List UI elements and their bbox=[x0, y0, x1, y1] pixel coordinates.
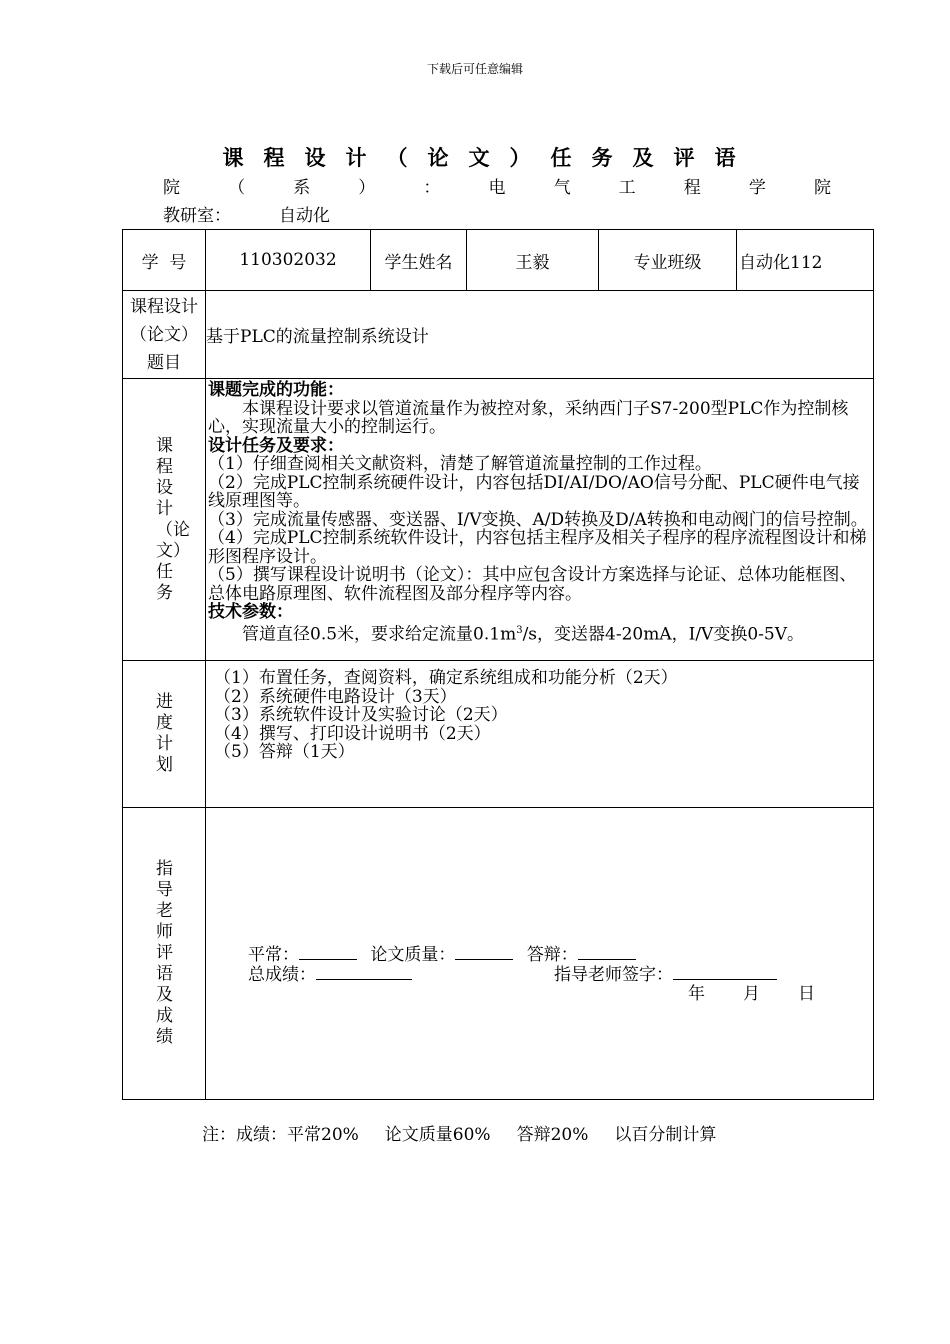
defense-blank[interactable] bbox=[578, 945, 636, 960]
topic-label-line: 课程设计 bbox=[130, 296, 198, 317]
plan-item: （1）布置任务，查阅资料，确定系统组成和功能分析（2天） bbox=[214, 668, 678, 688]
params-sup: 3 bbox=[516, 624, 523, 636]
student-name-value: 王毅 bbox=[467, 230, 599, 291]
quality-label: 论文质量： bbox=[370, 945, 456, 965]
plan-item: （3）系统软件设计及实验讨论（2天） bbox=[214, 705, 508, 725]
office-row bbox=[163, 201, 330, 226]
office-value: 自动化 bbox=[279, 206, 330, 226]
footer-quality: 论文质量60% bbox=[384, 1125, 491, 1145]
topic-label bbox=[123, 291, 206, 379]
requirement-item: （4）完成PLC控制系统软件设计，内容包括主程序及相关子程序的程序流程图设计和梯形图程序设计。 bbox=[208, 528, 867, 567]
topic-label-line: 题目 bbox=[147, 352, 181, 373]
department-char: 院 bbox=[813, 178, 831, 198]
signature-blank[interactable] bbox=[673, 965, 777, 980]
student-id-label: 学 号 bbox=[123, 230, 206, 291]
requirement-item: （1）仔细查阅相关文献资料，清楚了解管道流量控制的工作过程。 bbox=[208, 454, 712, 474]
page-title: 课程设计（论文）任务及评语 bbox=[222, 145, 756, 170]
class-value: 自动化112 bbox=[737, 230, 874, 291]
department-char: 程 bbox=[683, 178, 701, 198]
total-label: 总成绩： bbox=[248, 965, 316, 985]
date-day: 日 bbox=[798, 984, 815, 1004]
department-char: （ bbox=[228, 178, 246, 198]
evaluation-label-cell bbox=[123, 808, 206, 1100]
footer-prefix: 注：成绩：平常20% bbox=[202, 1125, 359, 1145]
plan-item: （5）答辩（1天） bbox=[214, 742, 355, 762]
footer-note bbox=[202, 1120, 716, 1145]
evaluation-content bbox=[206, 808, 874, 1100]
student-name-label: 学生姓名 bbox=[371, 230, 467, 291]
score-line-2 bbox=[248, 960, 412, 985]
defense-label: 答辩： bbox=[526, 945, 578, 965]
department-row bbox=[163, 173, 831, 198]
department-char: 院 bbox=[163, 178, 180, 198]
function-text: 本课程设计要求以管道流量作为被控对象，采纳西门子S7-200型PLC作为控制核心，实现流量大小的控制运行。 bbox=[208, 398, 849, 437]
date-line bbox=[688, 979, 815, 1004]
task-row bbox=[123, 379, 874, 661]
department-char: ： bbox=[423, 178, 441, 198]
plan-label: 进度计划 bbox=[156, 692, 173, 775]
department-char: 系 bbox=[293, 178, 311, 198]
plan-content bbox=[206, 661, 874, 808]
task-content bbox=[206, 379, 874, 661]
department-char: 电 bbox=[488, 178, 506, 198]
requirement-item: （2）完成PLC控制系统硬件设计，内容包括DI/AI/DO/AO信号分配、PLC硬件电气接线原理图等。 bbox=[208, 472, 860, 511]
params-text-pre: 管道直径0.5米，要求给定流量0.1m bbox=[242, 624, 517, 645]
topic-value: 基于PLC的流量控制系统设计 bbox=[206, 291, 874, 379]
task-form-table bbox=[122, 229, 874, 1100]
requirement-item: （5）撰写课程设计说明书（论文）：其中应包含设计方案选择与论证、总体功能框图、总体电路原理图、软件流程图及部分程序等内容。 bbox=[208, 565, 857, 604]
department-char: ） bbox=[358, 178, 376, 198]
footer-defense: 答辩20% bbox=[516, 1125, 589, 1145]
topic-row bbox=[123, 291, 874, 379]
office-label: 教研室： bbox=[163, 206, 231, 226]
student-info-row bbox=[123, 230, 874, 291]
evaluation-row bbox=[123, 808, 874, 1100]
plan-row bbox=[123, 661, 874, 808]
class-label: 专业班级 bbox=[599, 230, 737, 291]
plan-item: （4）撰写、打印设计说明书（2天） bbox=[214, 723, 491, 744]
function-heading: 课题完成的功能： bbox=[208, 380, 344, 400]
topic-label-line: （论文） bbox=[130, 324, 198, 345]
quality-blank[interactable] bbox=[455, 945, 513, 960]
header-note: 下载后可任意编辑 bbox=[426, 62, 523, 76]
usual-blank[interactable] bbox=[299, 945, 357, 960]
department-char: 学 bbox=[748, 178, 766, 198]
department-char: 气 bbox=[553, 178, 571, 198]
department-char: 工 bbox=[618, 178, 636, 198]
footer-method: 以百分制计算 bbox=[614, 1125, 717, 1145]
params-heading: 技术参数： bbox=[208, 602, 293, 622]
evaluation-label: 指导老师评语及成绩 bbox=[156, 859, 173, 1047]
signature-label: 指导老师签字： bbox=[554, 965, 673, 985]
task-label-cell bbox=[123, 379, 206, 661]
plan-label-cell bbox=[123, 661, 206, 808]
usual-label: 平常： bbox=[248, 945, 299, 965]
params-text-post: /s，变送器4-20mA，I/V变换0-5V。 bbox=[522, 624, 804, 645]
requirements-heading: 设计任务及要求： bbox=[208, 435, 344, 456]
params-text bbox=[208, 622, 871, 644]
date-year: 年 bbox=[688, 984, 705, 1004]
student-id-value: 110302032 bbox=[206, 230, 371, 291]
plan-item: （2）系统硬件电路设计（3天） bbox=[214, 686, 457, 707]
requirement-item: （3）完成流量传感器、变送器、I/V变换、A/D转换及D/A转换和电动阀门的信号控制。 bbox=[208, 509, 868, 530]
date-month: 月 bbox=[743, 984, 760, 1004]
total-blank[interactable] bbox=[316, 965, 412, 980]
task-label: 课程设计（论文）任务 bbox=[156, 435, 190, 603]
